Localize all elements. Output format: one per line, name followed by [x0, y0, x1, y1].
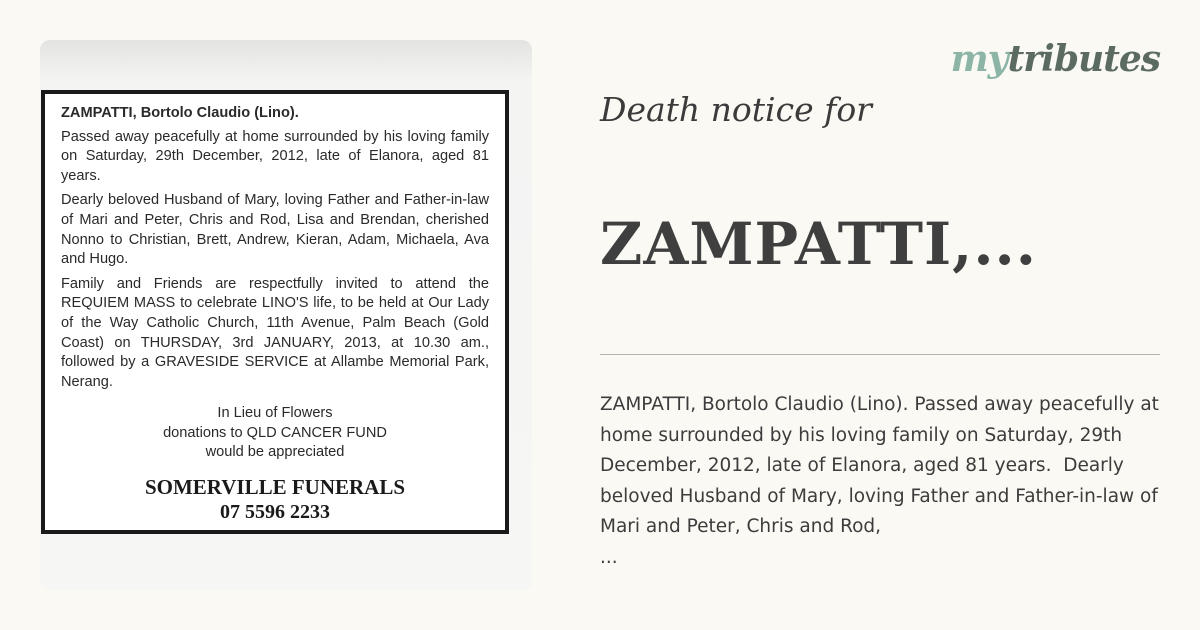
funeral-director-name: SOMERVILLE FUNERALS	[144, 474, 406, 499]
notice-paragraph-passing: Passed away peacefully at home surrounded by his loving family on Saturday, 29th December, 2012, late of Elanora, aged 81 years.	[61, 128, 489, 184]
notice-paragraph-family: Dearly beloved Husband of Mary, loving Father and Father-in-law of Mari and Peter, Chris and Rod, Lisa and Brendan, cherished Nonno to Christian, Brett, Andrew, Kieran, Adam, Michaela, Ava and Hugo.	[61, 192, 489, 268]
death-notice-clipping	[41, 90, 509, 534]
deceased-name: ZAMPATTI,...	[600, 210, 1037, 278]
page-subtitle: Death notice for	[600, 90, 872, 129]
divider	[600, 354, 1160, 355]
notice-heading: ZAMPATTI, Bortolo Claudio (Lino).	[61, 105, 299, 121]
notice-flowers-line-1: In Lieu of Flowers	[217, 405, 333, 422]
funeral-director-phone: 07 5596 2233	[220, 500, 330, 523]
notice-flowers-line-2: donations to QLD CANCER FUND	[163, 424, 387, 441]
logo-tributes: tributes	[1007, 38, 1160, 80]
notice-flowers-line-3: would be appreciated	[205, 444, 345, 461]
notice-paragraph-service: Family and Friends are respectfully invited to attend the REQUIEM MASS to celebrate LINO'S life, to be held at Our Lady of the Way Catholic Church, 11th Avenue, Palm Beach (Gold Coast) on THURSDAY, 3rd JANUARY, 2013, at 10.30 am., followed by a GRAVESIDE SERVICE at Allambe Memorial Park, Nerang.	[61, 275, 489, 390]
mytributes-logo[interactable]	[951, 38, 1160, 80]
notice-summary-text: ZAMPATTI, Bortolo Claudio (Lino). Passed away peacefully at home surrounded by his loving family on Saturday, 29th December, 2012, late of Elanora, aged 81 years. Dearly beloved Husband of Mary, loving Father and Father-in-law of Mari and Peter, Chris and Rod, ...	[600, 394, 1159, 568]
logo-my: my	[950, 38, 1008, 80]
notice-flowers-block	[61, 404, 489, 463]
